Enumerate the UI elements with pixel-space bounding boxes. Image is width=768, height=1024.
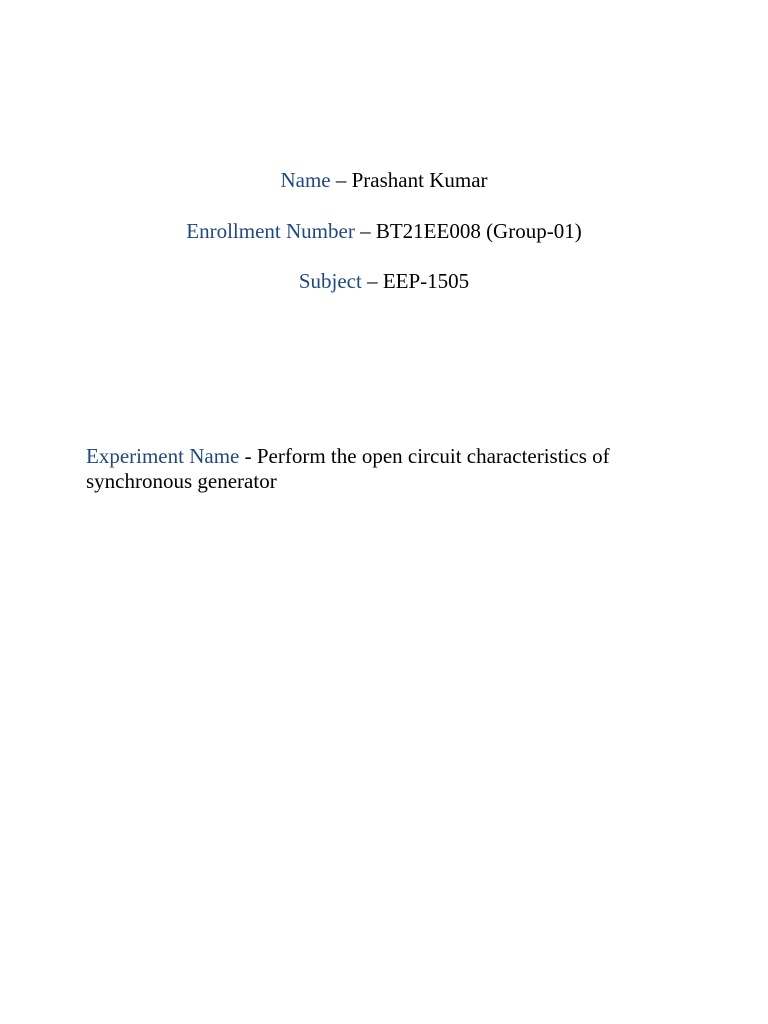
experiment-separator: - (239, 444, 257, 468)
name-value: Prashant Kumar (351, 168, 488, 192)
subject-separator: – (361, 269, 383, 293)
name-line (0, 167, 768, 193)
enrollment-value: BT21EE008 (Group-01) (375, 219, 582, 243)
subject-label: Subject (298, 269, 362, 293)
subject-value: EEP-1505 (382, 269, 470, 293)
name-separator: – (330, 168, 352, 192)
subject-line (0, 268, 768, 294)
enrollment-label: Enrollment Number (186, 219, 355, 243)
experiment-label: Experiment Name (86, 444, 240, 468)
experiment-value: Perform the open circuit characteristics of synchronous generator (86, 444, 610, 493)
experiment-paragraph (86, 444, 686, 494)
name-label: Name (280, 168, 331, 192)
enrollment-line (0, 218, 768, 244)
enrollment-separator: – (354, 219, 376, 243)
